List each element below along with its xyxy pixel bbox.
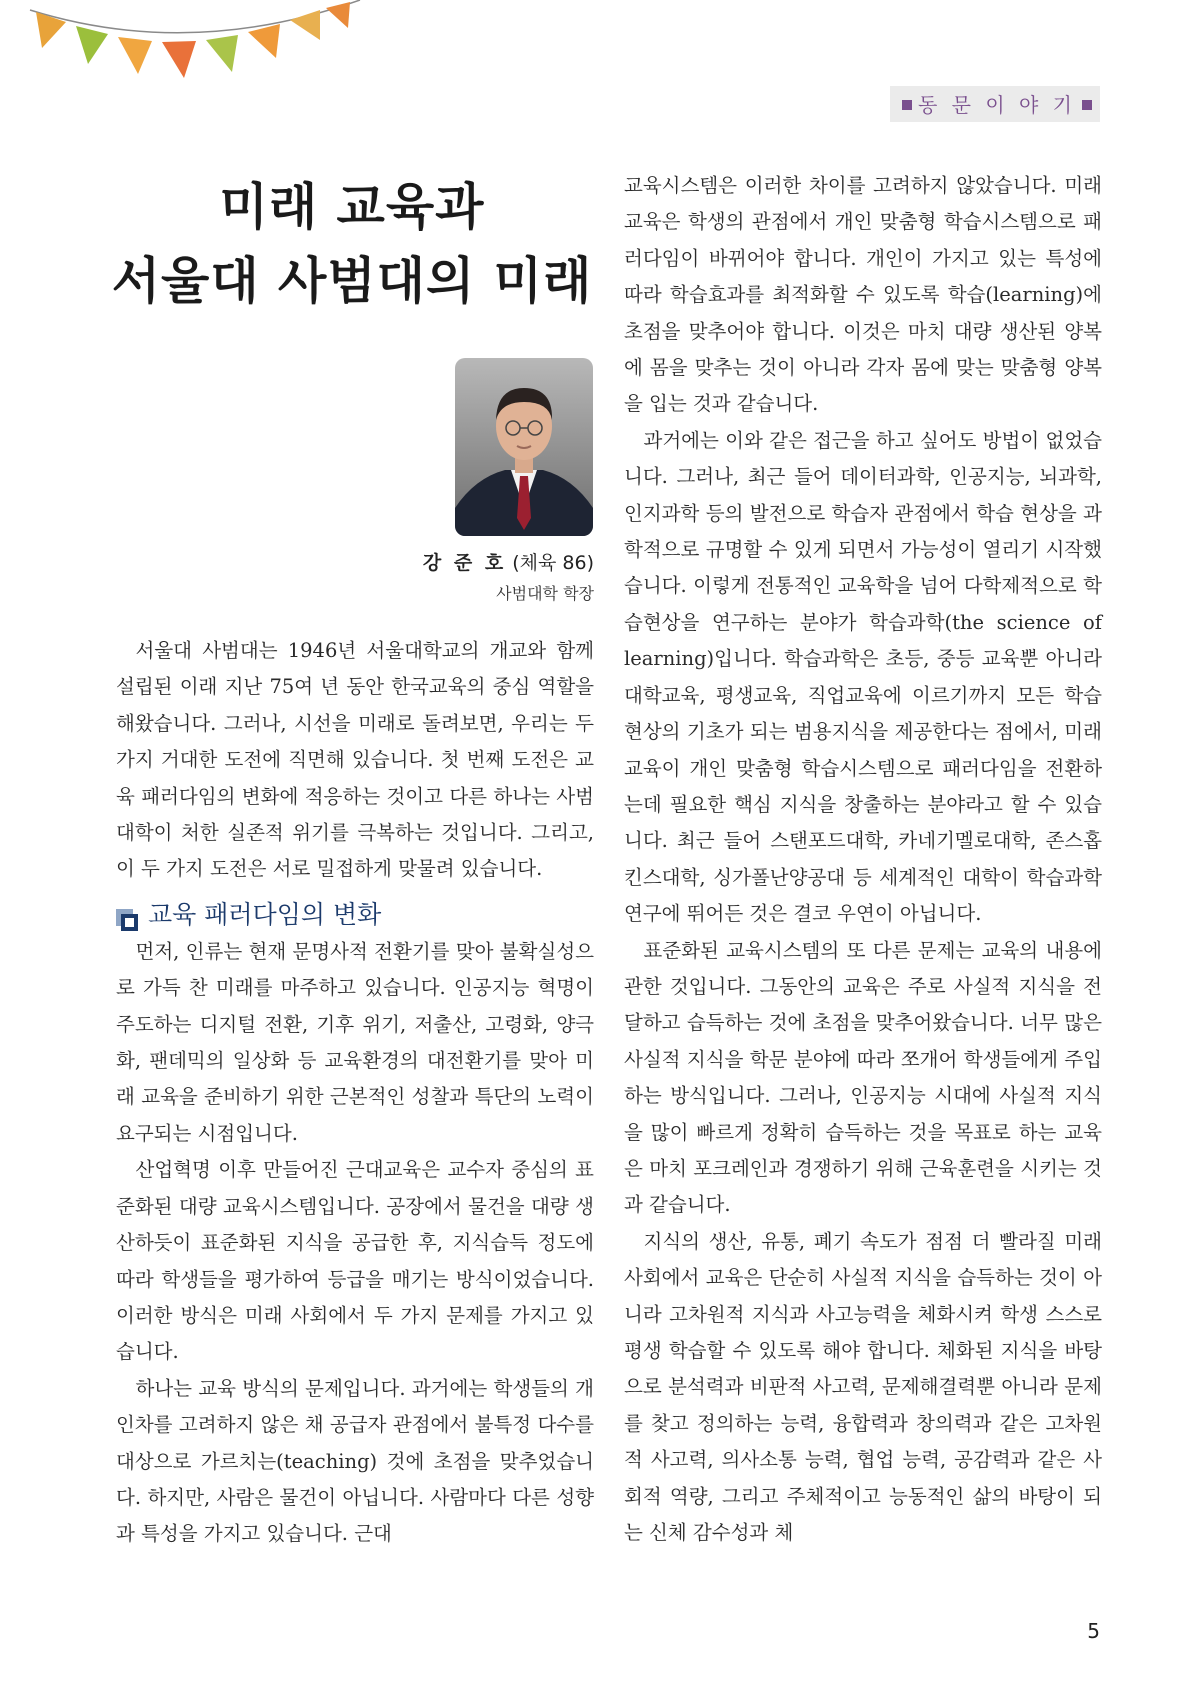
paragraph: 먼저, 인류는 현재 문명사적 전환기를 맞아 불확실성으로 가득 찬 미래를 마주하고 있습니다. 인공지능 혁명이 주도하는 디지털 전환, 기후 위기, 저출산, 고령화, 양극화, 팬데믹의 일상화 등 교육환경의 대전환기를 맞아 미래 교육을 준비하기 위한 근본적인 성찰과 특단의 노력이 요구되는 시점입니다. [116,939,594,1145]
paragraph: 지식의 생산, 유통, 폐기 속도가 점점 더 빨라질 미래 사회에서 교육은 단순히 사실적 지식을 습득하는 것이 아니라 고차원적 지식과 사고능력을 체화시켜 학생 스스로 평생 학습할 수 있도록 해야 합니다. 체화된 지식을 바탕으로 분석력과 비판적 사고력, 문제해결력뿐 아니라 문제를 찾고 정의하는 능력, 융합력과 창의력과 같은 고차원적 사고력, 의사소통 능력, 협업 능력, 공감력과 같은 사회적 역량, 그리고 주체적이고 능동적인 삶의 바탕이 되는 신체 감수성과 체 [624,1229,1102,1545]
title-line: 서울대 사범대의 미래 [111,251,593,310]
square-heading-icon [116,904,138,926]
square-bullet-icon [902,100,912,110]
author-name: 강 준 호 [422,552,507,574]
paragraph: 교육시스템은 이러한 차이를 고려하지 않았습니다. 미래 교육은 학생의 관점에서 개인 맞춤형 학습시스템으로 패러다임이 바뀌어야 합니다. 개인이 가지고 있는 특성에 따라 학습효과를 최적화할 수 있도록 학습(learning)에 초점을 맞추어야 합니다. 이것은 마치 대량 생산된 양복에 몸을 맞추는 것이 아니라 각자 몸에 맞는 맞춤형 양복을 입는 것과 같습니다. [624,174,1102,416]
title-line: 미래 교육과 [219,177,485,236]
author-role: 사범대학 학장 [496,584,594,603]
left-column [116,633,594,1553]
paragraph: 과거에는 이와 같은 접근을 하고 싶어도 방법이 없었습니다. 그러나, 최근 들어 데이터과학, 인공지능, 뇌과학, 인지과학 등의 발전으로 학습자 관점에서 학습 현상을 과학적으로 규명할 수 있게 되면서 가능성이 열리기 시작했습니다. 이렇게 전통적인 교육학을 넘어 다학제적으로 학습현상을 연구하는 분야가 학습과학(the science of learning)입니다. 학습과학은 초등, 중등 교육뿐 아니라 대학교육, 평생교육, 직업교육에 이르기까지 모든 학습 현상의 기초가 되는 범용지식을 제공한다는 점에서, 미래 교육이 개인 맞춤형 학습시스템으로 패러다임을 전환하는데 필요한 핵심 지식을 창출하는 분야라고 할 수 있습니다. 최근 들어 스탠포드대학, 카네기멜로대학, 존스홉킨스대학, 싱가폴난양공대 등 세계적인 대학이 학습과학 연구에 뛰어든 것은 결코 우연이 아닙니다. [624,428,1102,926]
paragraph: 하나는 교육 방식의 문제입니다. 과거에는 학생들의 개인차를 고려하지 않은 채 공급자 관점에서 불특정 다수를 대상으로 가르치는(teaching) 것에 초점을 맞추었습니다. 하지만, 사람은 물건이 아닙니다. 사람마다 다른 성향과 특성을 가지고 있습니다. 근대 [116,1376,594,1546]
paragraph: 표준화된 교육시스템의 또 다른 문제는 교육의 내용에 관한 것입니다. 그동안의 교육은 주로 사실적 지식을 전달하고 습득하는 것에 초점을 맞추어왔습니다. 너무 많은 사실적 지식을 학문 분야에 따라 쪼개어 학생들에게 주입하는 방식입니다. 그러나, 인공지능 시대에 사실적 지식을 많이 빠르게 정확히 습득하는 것을 목표로 하는 교육은 마치 포크레인과 경쟁하기 위해 근육훈련을 시키는 것과 같습니다. [624,938,1102,1217]
paragraph: 산업혁명 이후 만들어진 근대교육은 교수자 중심의 표준화된 대량 교육시스템입니다. 공장에서 물건을 대량 생산하듯이 표준화된 지식을 공급한 후, 지식습득 정도에 따라 학생들을 평가하여 등급을 매기는 방식이었습니다. 이러한 방식은 미래 사회에서 두 가지 문제를 가지고 있습니다. [116,1158,594,1364]
author-info [423,548,594,604]
section-label: 동 문 이 야 기 [890,86,1100,122]
author-photo [455,358,593,536]
square-bullet-icon [1082,100,1092,110]
author-affiliation: (체육 86) [512,552,594,574]
article-title [108,170,596,318]
right-column [624,168,1102,1551]
section-heading: 교육 패러다임의 변화 [116,896,594,934]
page-number: 5 [1087,1619,1100,1643]
paragraph: 서울대 사범대는 1946년 서울대학교의 개교와 함께 설립된 이래 지난 75여 년 동안 한국교육의 중심 역할을 해왔습니다. 그러나, 시선을 미래로 돌려보면, 우리는 두 가지 거대한 도전에 직면해 있습니다. 첫 번째 도전은 교육 패러다임의 변화에 적응하는 것이고 다른 하나는 사범대학이 처한 실존적 위기를 극복하는 것입니다. 그리고, 이 두 가지 도전은 서로 밀접하게 맞물려 있습니다. [116,639,594,881]
bunting-decoration [0,0,380,100]
